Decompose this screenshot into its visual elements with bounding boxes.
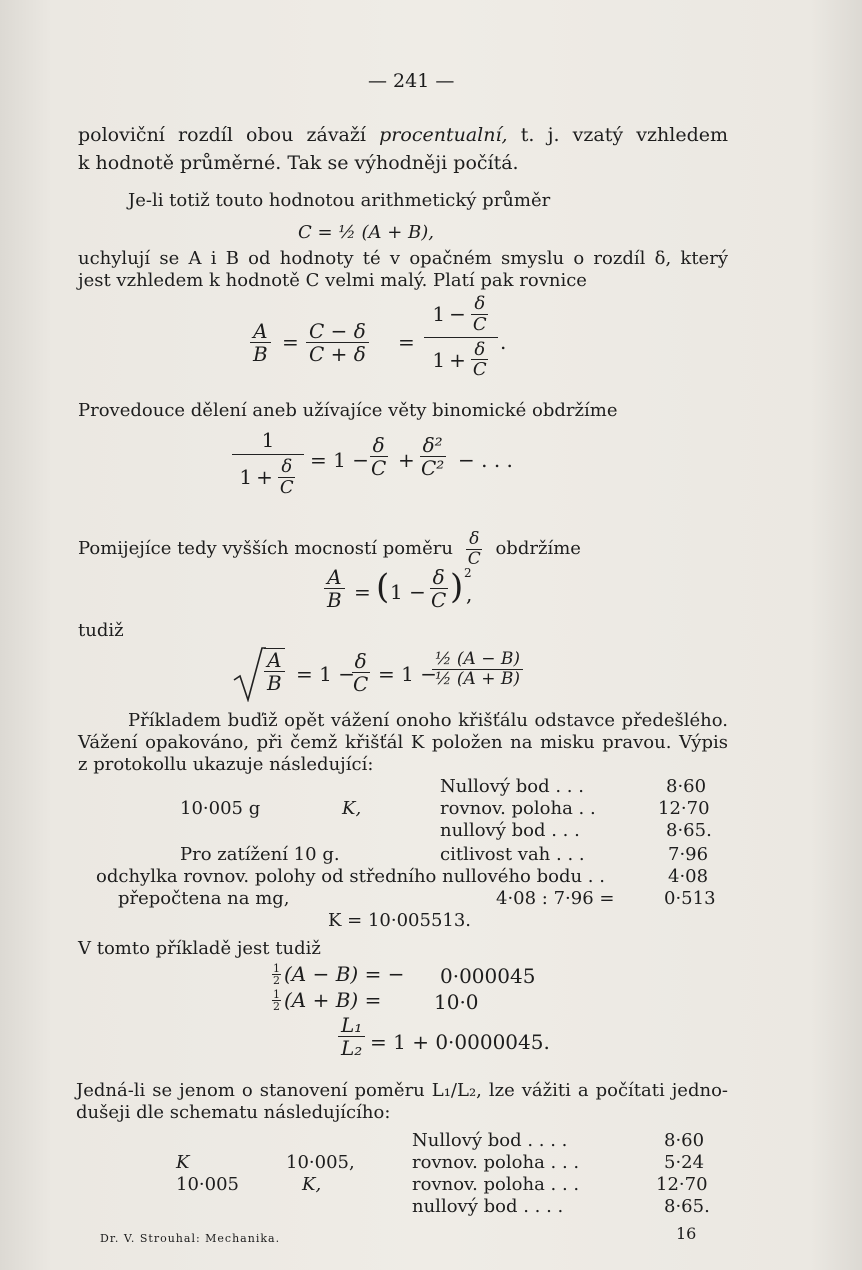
footer-signature: Dr. V. Strouhal: Mechanika. [100,1232,281,1245]
result-k: K = 10·005513. [328,910,472,931]
table-value: 4·08 [668,866,709,887]
table-cell: rovnov. poloha . . . [412,1174,580,1195]
equals-sign: = [282,330,299,354]
paragraph-line: tudiž [78,620,124,641]
table-cell: přepočtena na mg, [118,888,290,909]
table-cell: Nullový bod . . . . [412,1130,568,1151]
table-cell: nullový bod . . . . [412,1196,564,1217]
equation-ratio: $\frac{A}{B}$ = $\frac{C - \delta}{C + \delta}$ = 1 − $\frac{\delta}{C}$ 1 + $\frac{\delta}{C}$ . [250,300,510,400]
table-value: 8·60 [664,1130,705,1151]
table-cell: K, [342,798,362,819]
table-cell: K [176,1152,190,1173]
table-cell: Nullový bod . . . [440,776,584,797]
equation-approx: $\frac{A}{B}$ = ( 1 − $\frac{\delta}{C}$ ) 2 , [324,566,524,626]
table-value: 5·24 [664,1152,705,1173]
paragraph-line: k hodnotě průměrné. Tak se výhodněji počítá. [78,152,519,174]
table-cell: Pro zatížení 10 g. [180,844,340,865]
table-cell: rovnov. poloha . . . [412,1152,580,1173]
paragraph-line: Je-li totiž touto hodnotou arithmetický průměr [128,190,551,211]
table-cell: 4·08 : 7·96 = [496,888,615,909]
paragraph-line: V tomto příkladě jest tudiž [78,938,321,959]
table-cell: K, [302,1174,322,1195]
paragraph-line: z protokollu ukazuje následující: [78,754,374,775]
table-cell: citlivost vah . . . [440,844,585,865]
table-cell: odchylka rovnov. polohy od středního nullového bodu . . [96,866,605,887]
paragraph-line: Příkladem buďiž opět vážení onoho křišťálu odstavce předešlého. [128,710,728,731]
paragraph-line: Jedná-li se jenom o stanovení poměru L₁/L₂, lze vážiti a počítati jedno- [76,1080,728,1101]
table-cell: rovnov. poloha . . [440,798,596,819]
sqrt-sign-icon [232,646,266,702]
equation-binomial: 1 1 + $\frac{\delta}{C}$ = 1 − $\frac{\delta}{C}$ + $\frac{\text{δ²}}{\text{C²}}$ − . . . [232,428,572,508]
paragraph-line: Vážení opakováno, při čemž křišťál K položen na misku pravou. Výpis [78,732,728,753]
paragraph-line: Provedouce dělení aneb užívajíce věty binomické obdržíme [78,400,618,421]
table-value: 7·96 [668,844,709,865]
fraction-c-delta: $\frac{C - \delta}{C + \delta}$ [306,320,369,365]
equals-sign: = [398,330,415,354]
paragraph-line: poloviční rozdíl obou závaží procentualní, t. j. vzatý vzhledem [78,124,728,146]
table-value: 12·70 [658,798,710,819]
paragraph-line: dušeji dle schematu následujícího: [76,1102,391,1123]
equation-sqrt: $\frac{A}{B}$ = 1 − $\frac{\delta}{C}$ = 1 − $\frac{\text{½ (A − B)}}{\text{½ (A + B)}}$ [232,646,592,710]
table-value: 8·65. [666,820,712,841]
table-value: 8·65. [664,1196,710,1217]
table-cell: 10·005, [286,1152,355,1173]
table-value: 8·60 [666,776,707,797]
paragraph-line: uchylují se A i B od hodnoty té v opačném smyslu o rozdíl δ, který [78,248,728,269]
table-value: 12·70 [656,1174,708,1195]
table-cell: 10·005 g [180,798,261,819]
sheet-number: 16 [676,1224,697,1243]
table-cell: 10·005 [176,1174,239,1195]
fraction-a-b: $\frac{A}{B}$ [250,320,271,365]
equation-mean: C = ½ (A + B), [298,222,434,243]
table-value: 0·513 [664,888,716,909]
paragraph-line: jest vzhledem k hodnotě C velmi malý. Platí pak rovnice [78,270,587,291]
paragraph-line: Pomijejíce tedy vyšších mocností poměru $\frac{\delta}{C}$ obdržíme [78,529,581,569]
page-number: — 241 — [368,70,455,92]
table-cell: nullový bod . . . [440,820,580,841]
equation-example: 1 2 (A − B) = − 0·000045 1 2 (A + B) = 10·0 $\frac{\text{L₁}}{\text{L₂}}$ = 1 + 0·0000045. [273,961,550,1060]
